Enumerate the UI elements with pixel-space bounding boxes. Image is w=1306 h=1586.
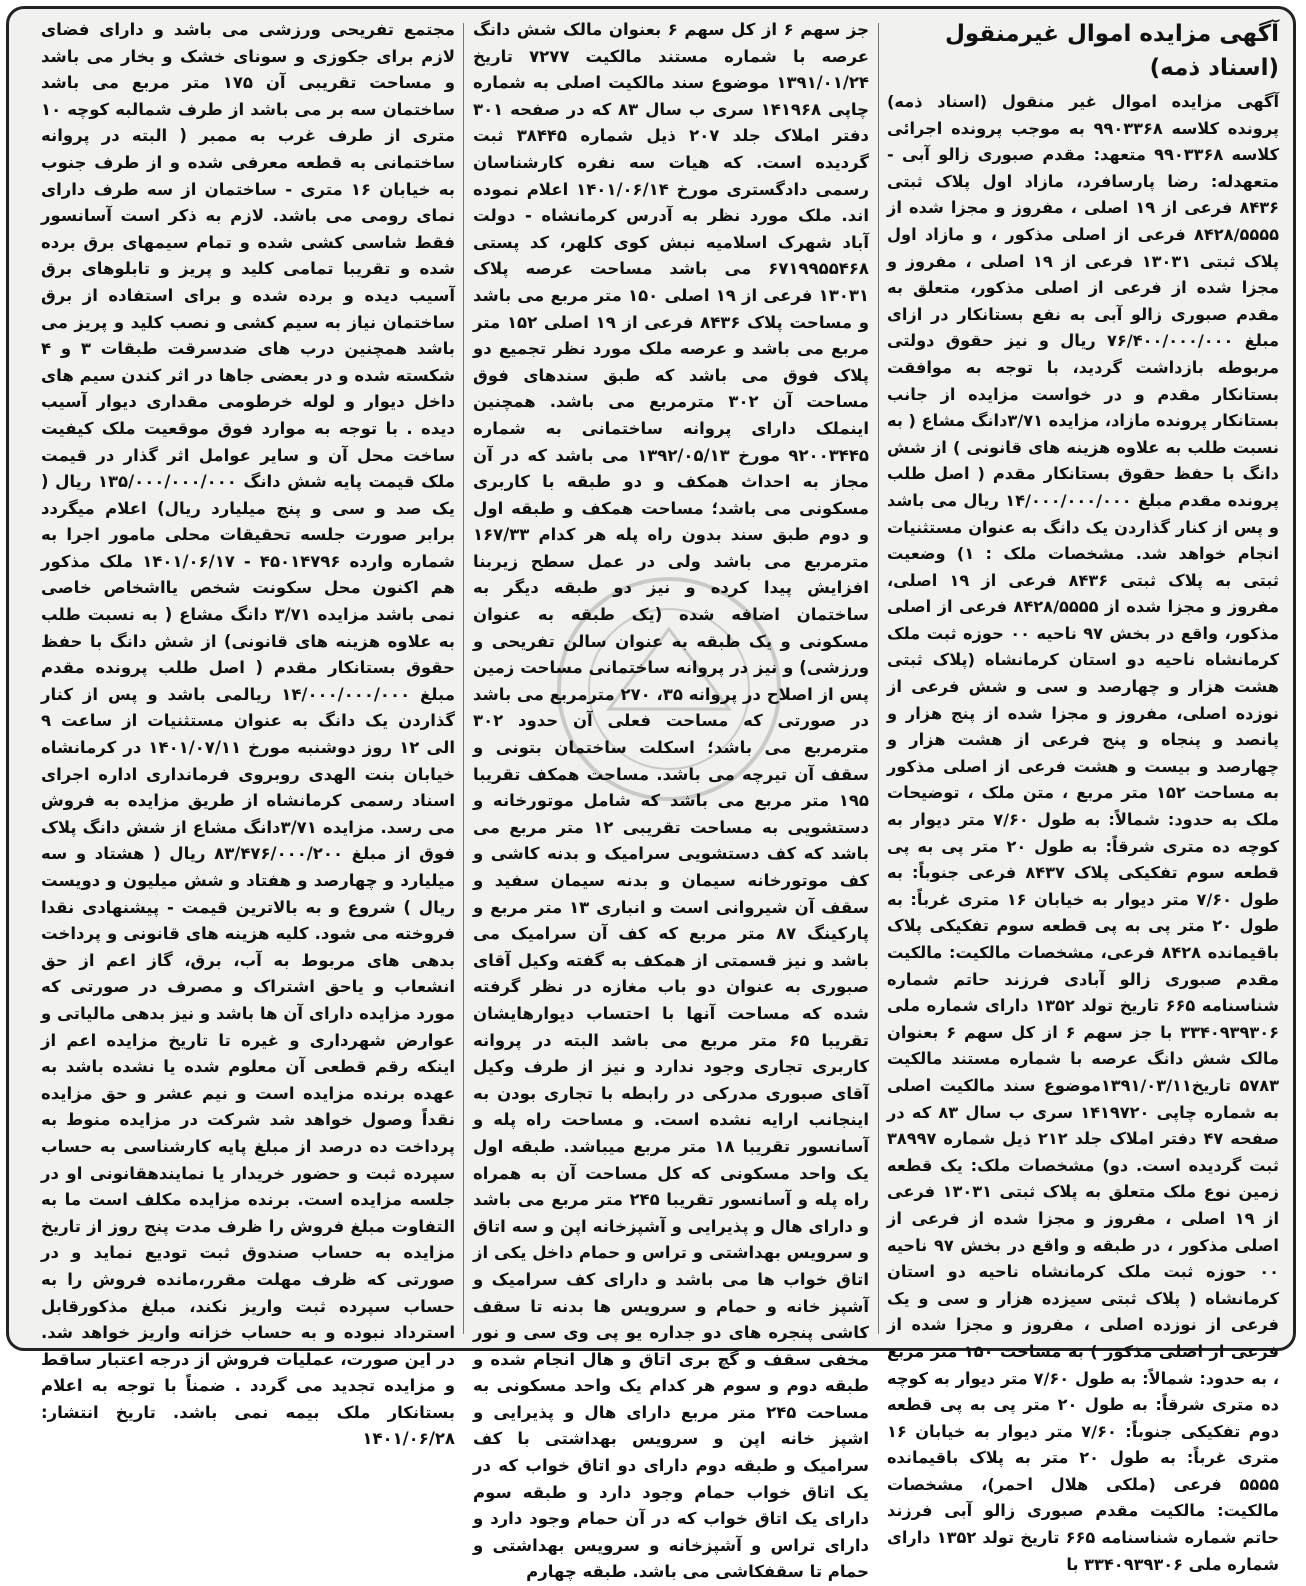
column-divider xyxy=(463,23,464,1334)
column-left-text: مجتمع تفریحی ورزشی می باشد و دارای فضای لازم برای جکوزی و سونای خشک و بخار می باشد و مساحت تقریبی آن ۱۷۵ متر مربع می باشد ساختمان سه بر می باشد از طرف شمالبه کوچه ۱۰ متری از طرف غرب به ممبر ( البته در پروانه ساختمانی به قطعه معرفی شده و از طرف جنوب به خیابان ۱۶ متری - ساختمان از سه طرف دارای نمای رومی می باشد. لازم به ذکر است آسانسور فقط شاسی کشی شده و تمام سیمهای برق برده شده و تقریبا تمامی کلید و پریز و تابلوهای برق آسیب دیده و برده شده و برای استفاده از برق ساختمان نیاز به سیم کشی و نصب کلید و پریز می باشد همچنین درب های ضدسرقت طبقات ۳ و ۴ شکسته شده و در بعضی جاها در اثر کندن سیم های داخل دیوار و لوله خرطومی مقداری دیوار آسیب دیده . با توجه به موارد فوق موقعیت ملک کیفیت ساخت محل آن و سایر عوامل اثر گذار در قیمت ملک قیمت پایه شش دانگ ۱۳۵/۰۰۰/۰۰۰/۰۰۰ ریال ( یک صد و سی و پنج میلیارد ریال) اعلام میگردد برابر صورت جلسه تحقیقات محلی مامور اجرا به شماره وارده ۴۵۰۱۴۷۹۶ - ۱۴۰۱/۰۶/۱۷ ملک مذکور هم اکنون محل سکونت شخص یااشخاص خاصی نمی باشد مزایده ۳/۷۱ دانگ مشاع ( به نسبت طلب به علاوه هزینه های قانونی) از شش دانگ با حفظ حقوق بستانکار مقدم ( اصل طلب پرونده مقدم مبلغ ۱۴/۰۰۰/۰۰۰/۰۰۰ ریالمی باشد و پس از کنار گذاردن یک دانگ به عنوان مستثنیات از ساعت ۹ الی ۱۲ روز دوشنبه مورخ ۱۴۰۱/۰۷/۱۱ در کرمانشاه خیابان بنت الهدی روبروی فرمانداری اداره اجرای اسناد رسمی کرمانشاه از طریق مزایده به فروش می رسد. مزایده ۳/۷۱دانگ مشاع از شش دانگ پلاک فوق از مبلغ ۸۳/۴۷۶/۰۰۰/۲۰۰ ریال ( هشتاد و سه میلیارد و چهارصد و هفتاد و شش میلیون و دویست ریال ) شروع و به بالاترین قیمت - پیشنهادی نقدا فروخته می شود. کلیه هزینه های قانونی و پرداخت بدهی های مربوط به آب، برق، گاز اعم از حق انشعاب و یاحق اشتراک و مصرف در صورتی که مورد مزایده دارای آن ها باشد و نیز بدهی مالیاتی و عوارض شهرداری و غیره تا تاریخ مزایده اعم از اینکه رقم قطعی آن معلوم شده یا نشده باشد به عهده برنده مزایده است و نیم عشر و حق مزایده نقداً وصول خواهد شد شرکت در مزایده منوط به پرداخت ده درصد از مبلغ پایه کارشناسی به حساب سپرده ثبت و حضور خریدار یا نمایندهقانونی او در جلسه مزایده است. برنده مزایده مکلف است ما به التفاوت مبلغ فروش را ظرف مدت پنج روز از تاریخ مزایده به حساب صندوق ثبت تودیع نماید و در صورتی که ظرف مهلت مقرر،مانده فروش را به حساب سپرده ثبت واریز نکند، مبلغ مذکورقابل استرداد نبوده و به حساب خزانه واریز خواهد شد. در این صورت، عملیات فروش از درجه اعتبار ساقط و مزایده تجدید می گردد . ضمناً با توجه به اعلام بستانکار ملک بیمه نمی باشد. تاریخ انتشار: ۱۴۰۱/۰۶/۲۸ xyxy=(41,20,456,1449)
notice-headline: آگهی مزایده اموال غیرمنقول (اسناد ذمه) xyxy=(944,21,1279,81)
column-right xyxy=(887,17,1280,1574)
column-left xyxy=(41,17,456,1449)
column-divider xyxy=(878,23,879,1334)
column-right-text: آگهی مزایده اموال غیر منقول (اسناد ذمه) پرونده کلاسه ۹۹۰۳۳۶۸ به موجب پرونده اجرائی کلاسه ۹۹۰۳۳۶۸ متعهد: مقدم صبوری زالو آبی - متعهدله: رضا پارسافرد، مازاد اول پلاک ثبتی ۸۴۳۶ فرعی از ۱۹ اصلی ، مفروز و مجزا شده از ۸۴۲۸/۵۵۵۵ فرعی از اصلی مذکور ، و مازاد اول پلاک ثبتی ۱۳۰۳۱ فرعی از ۱۹ اصلی ، مفروز و مجزا شده از فرعی از اصلی مذکور، متعلق به مقدم صبوری زالو آبی به نفع بستانکار در ازای مبلغ ۷۶/۴۰۰/۰۰۰/۰۰۰ ریال و نیز حقوق دولتی مربوطه بازداشت گردید، با توجه به موافقت بستانکار مقدم و در خواست مزایده از جانب بستانکار پرونده مازاد، مزایده ۳/۷۱دانگ مشاع ( به نسبت طلب به علاوه هزینه های قانونی ) از شش دانگ با حفظ حقوق بستانکار مقدم ( اصل طلب پرونده مقدم مبلغ ۱۴/۰۰۰/۰۰۰/۰۰۰ ریال می باشد و پس از کنار گذاردن یک دانگ به عنوان مستثنیات انجام خواهد شد. مشخصات ملک : ۱) وضعیت ثبتی به پلاک ثبتی ۸۴۳۶ فرعی از ۱۹ اصلی، مفروز و مجزا شده از ۸۴۲۸/۵۵۵۵ فرعی از اصلی مذکور، واقع در بخش ۹۷ ناحیه ۰۰ حوزه ثبت ملک کرمانشاه ناحیه دو استان کرمانشاه (پلاک ثبتی هشت هزار و چهارصد و سی و شش فرعی از نوزده اصلی، مفروز و مجزا شده از پنج هزار و پانصد و پنجاه و پنج فرعی از هشت هزار و چهارصد و بیست و هشت فرعی از اصلی مذکور به مساحت ۱۵۲ متر مربع ، متن ملک ، توضیحات ملک به حدود: شمالاً: به طول ۷/۶۰ متر دیوار به کوچه ده متری شرقاً: به طول ۲۰ متر پی به پی قطعه سوم تفکیکی پلاک ۸۴۳۷ فرعی جنوباً: به طول ۷/۶۰ متر دیوار به خیابان ۱۶ متری غرباً: به طول ۲۰ متر پی به پی قطعه سوم تفکیکی پلاک باقیمانده ۸۴۲۸ فرعی، مشخصات مالکیت: مالکیت مقدم صبوری زالو آبادی فرزند حاتم شماره شناسنامه ۶۶۵ تاریخ تولد ۱۳۵۲ دارای شماره ملی ۳۳۴۰۹۳۹۳۰۶ با جز سهم ۶ از کل سهم ۶ بعنوان مالک شش دانگ عرصه با شماره مستند مالکیت ۵۷۸۳ تاریخ۱۳۹۱/۰۳/۱۱موضوع سند مالکیت اصلی به شماره چاپی ۱۴۱۹۷۲۰ سری ب سال ۸۳ که در صفحه ۴۷ دفتر املاک جلد ۲۱۲ ذیل شماره ۳۸۹۹۷ ثبت گردیده است. دو) مشخصات ملک: یک قطعه زمین نوع ملک متعلق به پلاک ثبتی ۱۳۰۳۱ فرعی از ۱۹ اصلی ، مفروز و مجزا شده از فرعی از اصلی مذکور ، در طبقه و واقع در بخش ۹۷ ناحیه ۰۰ حوزه ثبت ملک کرمانشاه ناحیه دو استان کرمانشاه ( پلاک ثبتی سیزده هزار و سی و یک فرعی از نوزده اصلی ، مفروز و مجزا شده از فرعی از اصلی مذکور ) به مساحت ۱۵۰ متر مربع ، به حدود: شمالاً: به طول ۷/۶۰ متر دیوار به کوچه ده متری شرقاً: به طول ۲۰ متر پی به پی قطعه دوم تفکیکی جنوباً: ۷/۶۰ متر دیوار به خیابان ۱۶ متری غرباً: به طول ۲۰ متر به پلاک باقیمانده ۵۵۵۵ فرعی (ملکی هلال احمر)، مشخصات مالکیت: مالکیت مقدم صبوری زالو آبی فرزند حاتم شماره شناسنامه ۶۶۵ تاریخ تولد ۱۳۵۲ دارای شماره ملی ۳۳۴۰۹۳۹۳۰۶ با xyxy=(887,92,1280,1574)
column-middle xyxy=(473,17,870,1582)
newspaper-clipping xyxy=(6,6,1296,1582)
column-middle-text: جز سهم ۶ از کل سهم ۶ بعنوان مالک شش دانگ عرصه با شماره مستند مالکیت ۷۲۷۷ تاریخ ۱۳۹۱/۰۱/۲۴ موضوع سند مالکیت اصلی به شماره چاپی ۱۴۱۹۶۸ سری ب سال ۸۳ که در صفحه ۳۰۱ دفتر املاک جلد ۲۰۷ ذیل شماره ۳۸۴۴۵ ثبت گردیده است. که هیات سه نفره کارشناسان رسمی دادگستری مورخ ۱۴۰۱/۰۶/۱۴ اعلام نموده اند. ملک مورد نظر به آدرس کرمانشاه - دولت آباد شهرک اسلامیه نبش کوی کلهر، کد پستی ۶۷۱۹۹۵۵۴۶۸ می باشد مساحت عرصه پلاک ۱۳۰۳۱ فرعی از ۱۹ اصلی ۱۵۰ متر مربع می باشد و مساحت پلاک ۸۴۳۶ فرعی از ۱۹ اصلی ۱۵۲ متر مربع می باشد و عرصه ملک مورد نظر تجمیع دو پلاک فوق می باشد که طبق سندهای فوق مساحت آن ۳۰۲ مترمربع می باشد. همچنین اینملک دارای پروانه ساختمانی به شماره ۹۲۰۰۳۴۴۵ مورخ ۱۳۹۲/۰۵/۱۳ می باشد که در آن مجاز به احداث همکف و دو طبقه با کاربری مسکونی می باشد؛ مساحت همکف و طبقه اول و دوم طبق سند بدون راه پله هر کدام ۱۶۷/۳۳ مترمربع می باشد ولی در عمل سطح زیربنا افزایش پیدا کرده و نیز دو طبقه دیگر به ساختمان اضافه شده (یک طبقه به عنوان مسکونی و یک طبقه به عنوان سالن تفریحی و ورزشی) و نیز در پروانه ساختمانی مساحت زمین پس از اصلاح در پروانه ۳۵، ۲۷۰ مترمربع می باشد در صورتی که مساحت فعلی آن حدود ۳۰۲ مترمربع می باشد؛ اسکلت ساختمان بتونی و سقف آن تیرچه می باشد. مساحت همکف تقریبا ۱۹۵ متر مربع می باشد که شامل موتورخانه و دستشویی به مساحت تقریبی ۱۲ متر مربع می باشد که کف دستشویی سرامیک و بدنه کاشی و کف موتورخانه سیمان و بدنه سیمان سفید و سقف آن شیروانی است و انباری ۱۳ متر مربع و پارکینگ ۸۷ متر مربع که کف آن سرامیک می باشد و نیز قسمتی از همکف به گفته وکیل آقای صبوری به عنوان دو باب مغازه در نظر گرفته شده که مساحت آنها با احتساب دیوارهایشان تقریبا ۶۵ متر مربع می باشد البته در پروانه کاربری تجاری وجود ندارد و نیز از طرف وکیل آقای صبوری مدرکی در رابطه با تجاری بودن به اینجانب ارایه نشده است. و مساحت راه پله و آسانسور تقریبا ۱۸ متر مربع میباشد. طبقه اول یک واحد مسکونی که کل مساحت آن به همراه راه پله و آسانسور تقریبا ۲۴۵ متر مربع می باشد و دارای هال و پذیرایی و آشپزخانه اپن و سه اتاق و سرویس بهداشتی و تراس و حمام داخل یکی از اتاق خواب ها می باشد و دارای کف سرامیک و آشپز خانه و حمام و سرویس ها بدنه تا سقف کاشی پنجره های دو جداره یو پی وی سی و نور مخفی سقف و گچ بری اتاق و هال انجام شده و طبقه دوم و سوم هر کدام یک واحد مسکونی به مساحت ۲۴۵ متر مربع دارای هال و پذیرایی و اشپز خانه اپن و سرویس بهداشتی با کف سرامیک و طبقه دوم دارای دو اتاق خواب که در یک اتاق خواب حمام وجود دارد و طبقه سوم دارای یک اتاق خواب که در آن حمام وجود دارد و دارای تراس و آشپزخانه و سرویس بهداشتی و حمام تا سقفکاشی می باشد. طبقه چهارم xyxy=(473,20,870,1582)
